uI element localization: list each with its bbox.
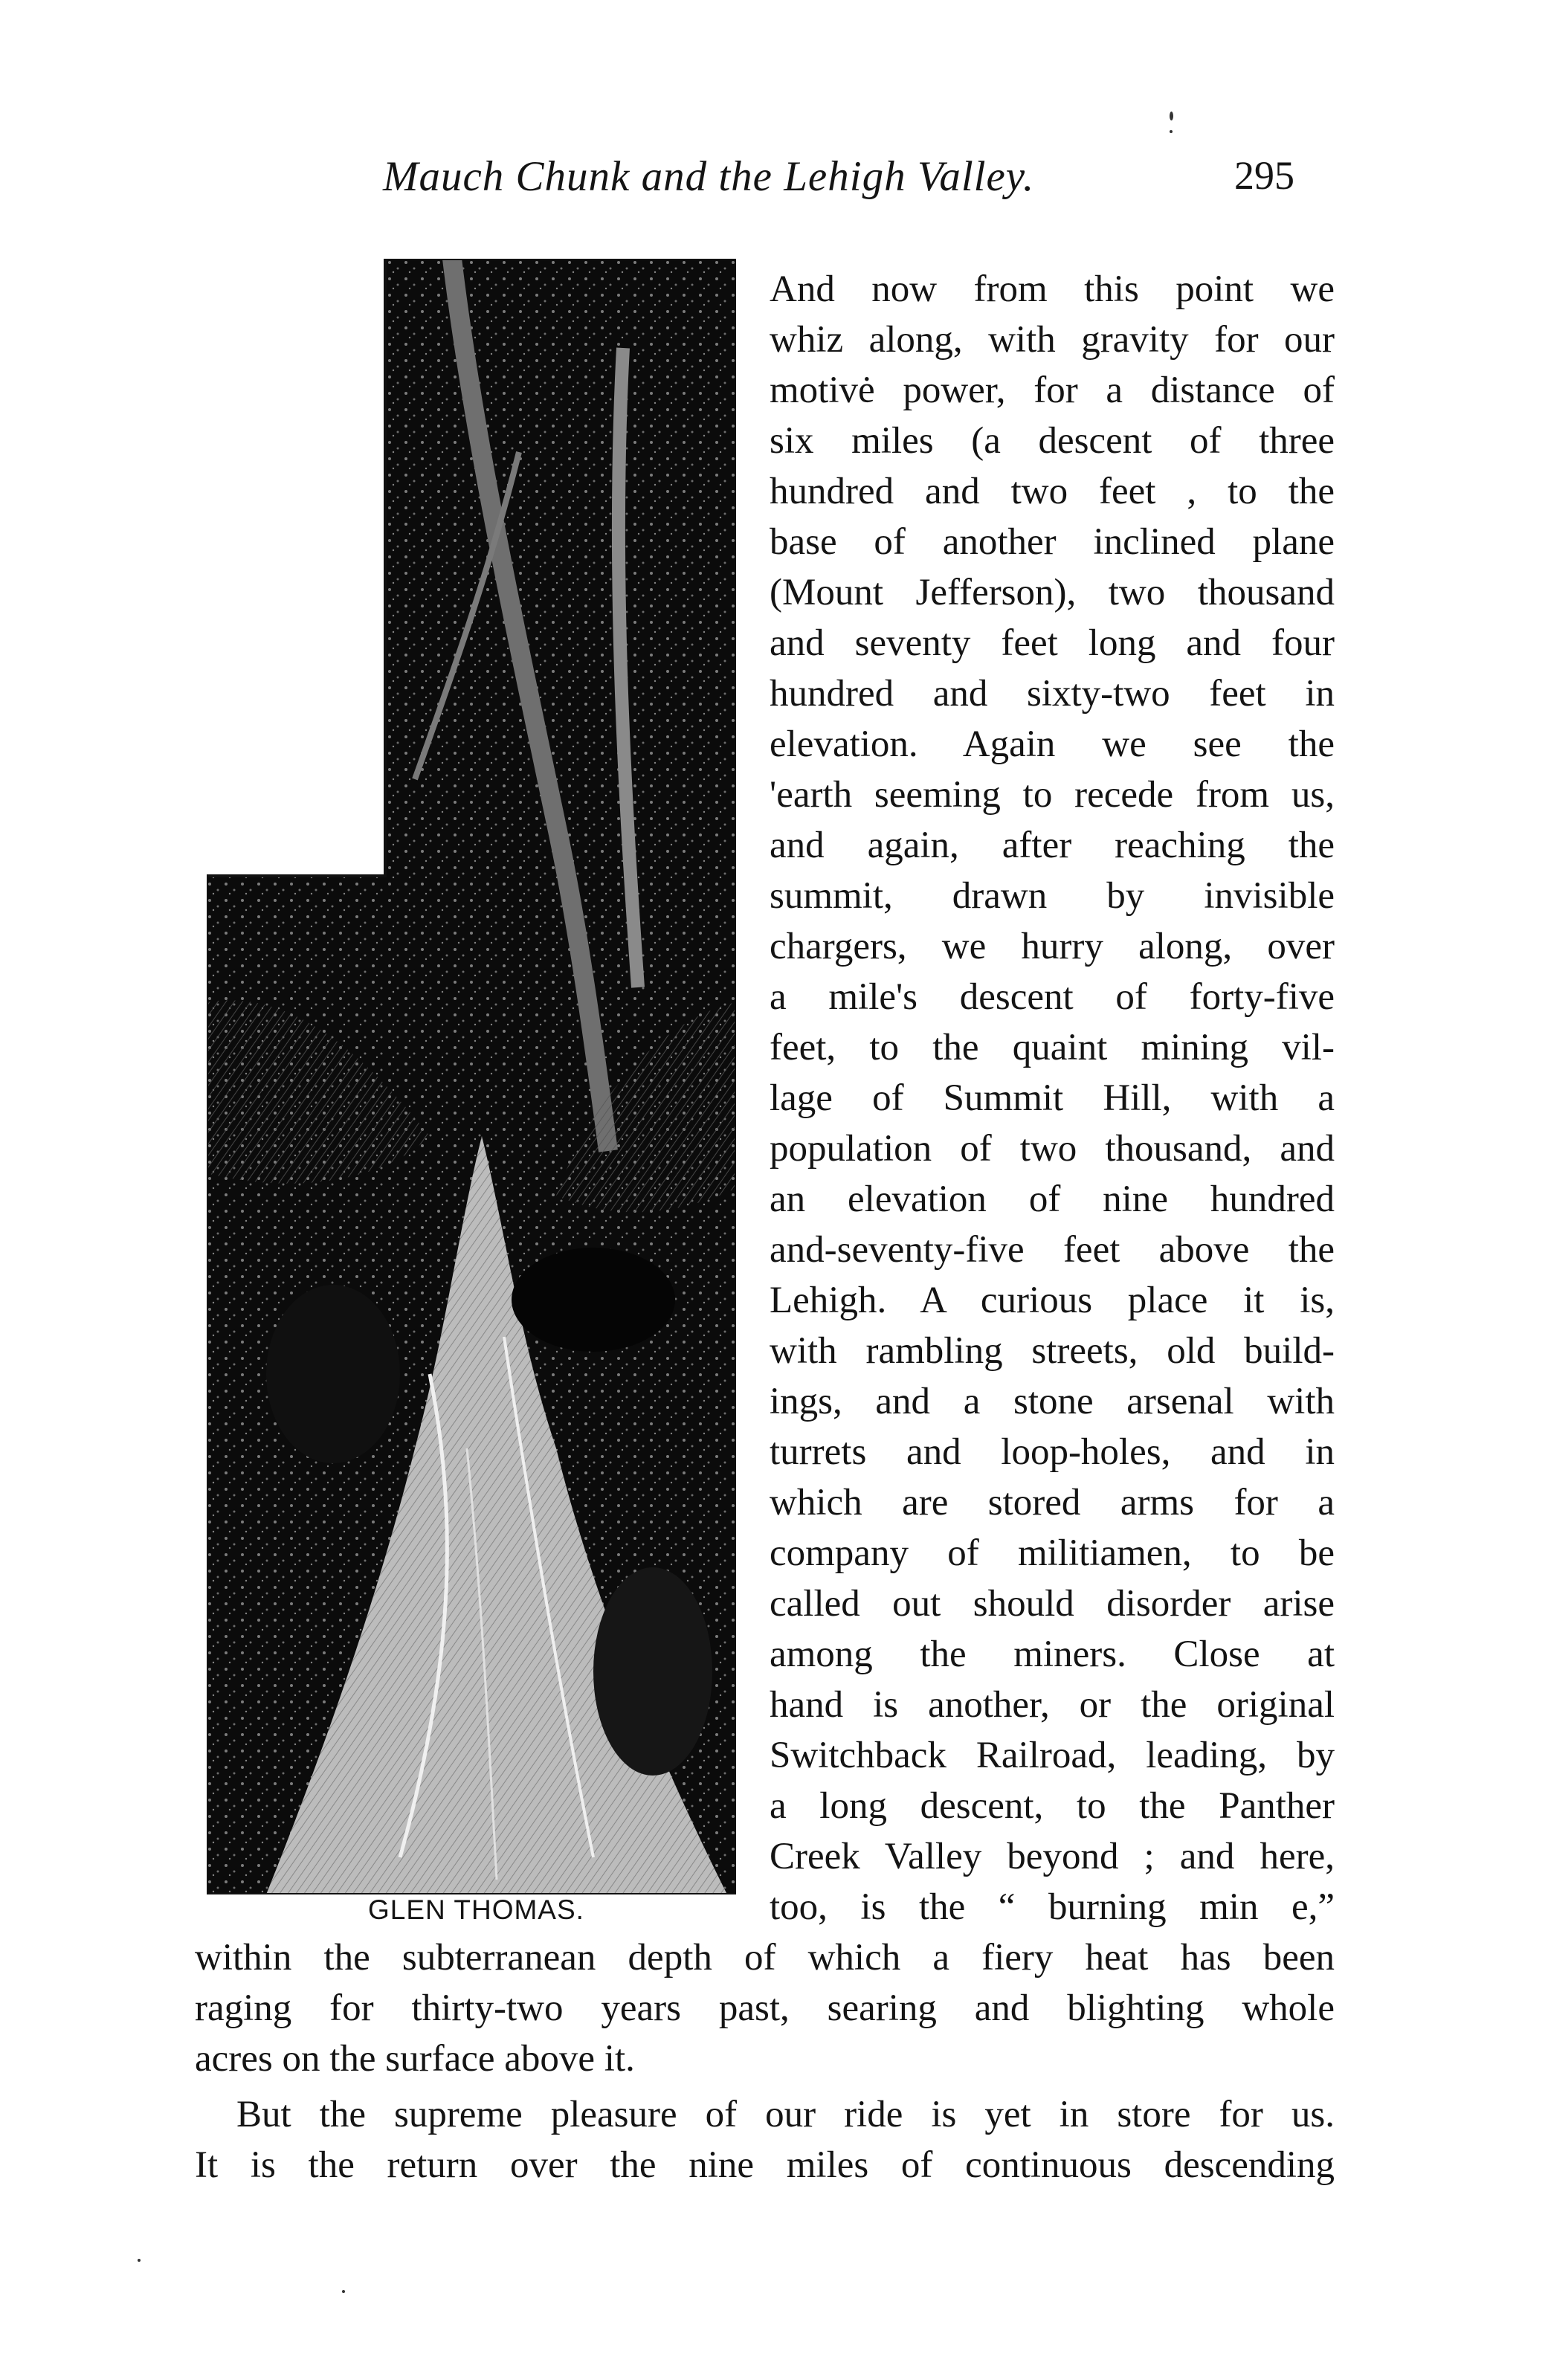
text-line: a long descent, to the Panther bbox=[770, 1785, 1335, 1827]
text-line: lage of Summit Hill, with a bbox=[770, 1077, 1335, 1119]
text-line: population of two thousand, and bbox=[770, 1128, 1335, 1170]
text-line: hundred and sixty-two feet in bbox=[770, 673, 1335, 715]
text-line: (Mount Jefferson), two thousand bbox=[770, 572, 1335, 613]
text-line: and-seventy-five feet above the bbox=[770, 1229, 1335, 1271]
text-line: whiz along, with gravity for our bbox=[770, 319, 1335, 361]
illustration-caption: GLEN THOMAS. bbox=[368, 1894, 584, 1925]
text-line: elevation. Again we see the bbox=[770, 723, 1335, 765]
text-line: raging for thirty-two years past, searing and blighting whole bbox=[195, 1987, 1335, 2029]
text-line: feet, to the quaint mining vil- bbox=[770, 1027, 1335, 1068]
text-line: Lehigh. A curious place it is, bbox=[770, 1280, 1335, 1321]
print-speck bbox=[1170, 112, 1173, 120]
text-line: ings, and a stone arsenal with bbox=[770, 1381, 1335, 1422]
text-line: 'earth seeming to recede from us, bbox=[770, 774, 1335, 816]
text-line: an elevation of nine hundred bbox=[770, 1178, 1335, 1220]
text-line: chargers, we hurry along, over bbox=[770, 926, 1335, 967]
page-number: 295 bbox=[1234, 153, 1294, 198]
text-line: Switchback Railroad, leading, by bbox=[770, 1735, 1335, 1776]
text-line: Creek Valley beyond ; and here, bbox=[770, 1836, 1335, 1877]
print-speck bbox=[342, 2290, 345, 2293]
print-speck bbox=[1170, 130, 1173, 133]
text-line: called out should disorder arise bbox=[770, 1583, 1335, 1625]
text-line: turrets and loop-holes, and in bbox=[770, 1431, 1335, 1473]
text-line: a mile's descent of forty-five bbox=[770, 976, 1335, 1018]
text-line: hundred and two feet , to the bbox=[770, 471, 1335, 512]
text-line: But the supreme pleasure of our ride is yet in store for us. bbox=[236, 2094, 1335, 2135]
text-line: within the subterranean depth of which a fiery heat has been bbox=[195, 1937, 1335, 1979]
text-line: which are stored arms for a bbox=[770, 1482, 1335, 1523]
text-line: with rambling streets, old build- bbox=[770, 1330, 1335, 1372]
text-line: acres on the surface above it. bbox=[195, 2038, 635, 2080]
text-line: It is the return over the nine miles of continuous descending bbox=[195, 2144, 1335, 2186]
text-line: among the miners. Close at bbox=[770, 1634, 1335, 1675]
text-line: too, is the “ burning min e,” bbox=[770, 1886, 1335, 1928]
running-head: Mauch Chunk and the Lehigh Valley. bbox=[383, 153, 1035, 200]
text-line: and seventy feet long and four bbox=[770, 622, 1335, 664]
print-speck bbox=[138, 2259, 141, 2262]
text-line: summit, drawn by invisible bbox=[770, 875, 1335, 917]
text-line: And now from this point we bbox=[770, 268, 1335, 310]
glen-thomas-engraving bbox=[207, 259, 736, 1894]
text-line: hand is another, or the original bbox=[770, 1684, 1335, 1726]
text-line: company of militiamen, to be bbox=[770, 1532, 1335, 1574]
text-line: base of another inclined plane bbox=[770, 521, 1335, 563]
text-line: six miles (a descent of three bbox=[770, 420, 1335, 462]
text-line: and again, after reaching the bbox=[770, 825, 1335, 866]
text-line: motivė power, for a distance of bbox=[770, 370, 1335, 411]
